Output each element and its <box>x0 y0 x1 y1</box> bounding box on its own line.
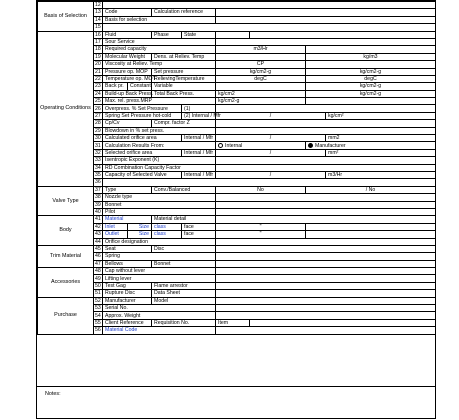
table-row: 23 Back pr. Constant Variable kg/cm2-g <box>38 83 436 90</box>
section-label-body: Body <box>38 216 94 246</box>
section-label-operating: Operating Conditions <box>38 31 94 186</box>
notes-label: Notes: <box>45 391 61 397</box>
table-row: 18 Required capacity m3/Hr <box>38 46 436 53</box>
table-row: Valve Type 37 Type Conv./Balanced No / No <box>38 186 436 193</box>
table-row: 25 Max. rel. press.MRP kg/cm2-g <box>38 98 436 105</box>
table-row: 30 Calculated orifice area Internal / Mfr / mm2 <box>38 135 436 142</box>
section-label-trim: Trim Material <box>38 245 94 267</box>
table-row: Body 41 Material Material detail <box>38 216 436 223</box>
table-row: 35 Capacity of Selected Valve Internal / Mfr / m3/Hr <box>38 171 436 178</box>
table-row: Trim Material 45 Seat Disc <box>38 245 436 252</box>
table-row: 21 Pressure op. MOP Set pressure kg/cm2-g kg/cm2-g <box>38 68 436 75</box>
table-row: Accessories 48 Cap without lever <box>38 268 436 275</box>
radio-internal-icon[interactable] <box>218 143 223 148</box>
notes-box[interactable] <box>36 386 436 419</box>
table-row: 39 Bonnet <box>38 201 436 208</box>
table-row: 28 Cp/Cv Compr. factor Z <box>38 120 436 127</box>
table-row: 22 Temperature op. MOT RelievingTemperature degC degC <box>38 75 436 82</box>
table-row: 54 Approx. Weight <box>38 312 436 319</box>
table-row: 14 Basis for selection <box>38 16 436 23</box>
section-label-valve-type: Valve Type <box>38 186 94 216</box>
radio-internal[interactable]: Internal <box>216 142 306 149</box>
table-row: 51 Rupture Disc Data Sheet <box>38 290 436 297</box>
table-row: 43 Outlet Size class face " <box>38 231 436 238</box>
radio-manufacturer[interactable]: Manufacturer <box>306 142 436 149</box>
table-row: 50 Test Gag Flame arrestor <box>38 282 436 289</box>
table-row: 56 Material Code <box>38 327 436 334</box>
datasheet <box>36 0 436 419</box>
table-row: 36 <box>38 179 436 186</box>
table-row: Purchase 52 Manufacturer Model <box>38 297 436 304</box>
table-row: 40 Pilot <box>38 208 436 215</box>
radio-manufacturer-icon[interactable] <box>308 143 313 148</box>
table-row: 17 Sour Service <box>38 38 436 45</box>
table-row: 24 Build-up Back Press. Total Back Press. kg/cm2 kg/cm2-g <box>38 90 436 97</box>
table-row: 53 Serial No. <box>38 305 436 312</box>
table-row: 34 RD Combination Capacity Factor <box>38 164 436 171</box>
table-row: 20 Viscosity at Reliev. Temp CP <box>38 61 436 68</box>
table-row: 49 Lifting lever <box>38 275 436 282</box>
table-row: 27 Spring Set Pressure hot-cold (2) Internal / Mfr / kg/cm² <box>38 112 436 119</box>
table-row: 55 Client Reference Requisition No. Item <box>38 319 436 326</box>
table-row: 46 Spring <box>38 253 436 260</box>
table-row: 31 Calculation Results From: Internal Manufacturer <box>38 142 436 149</box>
table-row: 13 Code Calculation reference <box>38 9 436 16</box>
section-label-basis: Basis of Selection <box>38 2 94 32</box>
table-row: 47 Bellows Bonnet <box>38 260 436 267</box>
datasheet-table <box>37 1 436 335</box>
table-row: 15 <box>38 24 436 31</box>
table-row: 42 Inlet Size class face " <box>38 223 436 230</box>
table-row: Operating Conditions 16 Fluid Phase State <box>38 31 436 38</box>
table-row: 26 Overpress. % Set Pressure (1) <box>38 105 436 112</box>
table-row: 33 Isentropic Exponent (K) <box>38 157 436 164</box>
section-label-accessories: Accessories <box>38 268 94 298</box>
table-row: Basis of Selection 12 <box>38 2 436 9</box>
table-row: 44 Orifice designation <box>38 238 436 245</box>
table-row: 32 Selected orifice area Internal / Mfr / mm² <box>38 149 436 156</box>
table-row: 38 Nozzle type <box>38 194 436 201</box>
table-row: 19 Molecular Weight Dens. at Reliev. Temp kg/m3 <box>38 53 436 60</box>
section-label-purchase: Purchase <box>38 297 94 334</box>
table-row: 29 Blowdown in % set press. <box>38 127 436 134</box>
